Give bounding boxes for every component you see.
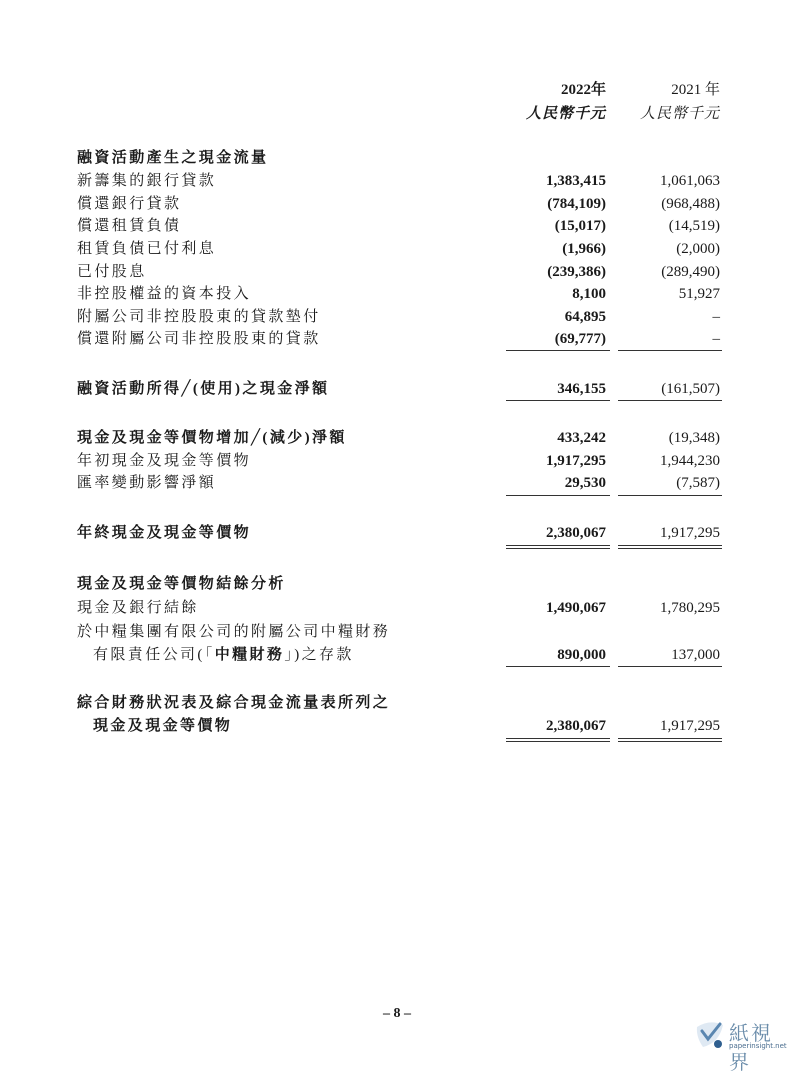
financing-row	[0, 283, 794, 305]
row-value-current: 1,917,295	[546, 453, 606, 469]
section-heading-financing	[0, 147, 794, 169]
total-label-line2: 現金及現金等價物	[93, 718, 233, 734]
page-number: – 8 –	[383, 1006, 411, 1021]
row-value-current: 29,530	[564, 475, 606, 491]
row-label: 租賃負債已付利息	[77, 241, 217, 257]
cash-row	[0, 450, 794, 472]
logo-name: 紙視界	[729, 1021, 773, 1074]
cash-rule-prior	[618, 495, 722, 496]
row-label: 非控股權益的資本投入	[77, 286, 252, 302]
row-value-current: (1,966)	[562, 241, 606, 257]
cash-bank-row	[0, 597, 794, 619]
row-value-prior: (19,348)	[668, 430, 720, 446]
total-double-rule-prior	[618, 738, 722, 742]
deposit-label-post: 」)之存款	[284, 647, 354, 663]
logo-icon	[693, 1017, 727, 1051]
cash-bank-label: 現金及銀行結餘	[77, 600, 199, 616]
total-row-line1	[0, 692, 794, 714]
net-rule-current	[506, 400, 610, 401]
total-prior: 1,917,295	[660, 718, 720, 734]
financing-row	[0, 193, 794, 215]
deposit-label-bold: 中糧財務	[214, 647, 285, 663]
row-value-current: 433,242	[557, 430, 606, 446]
deposit-label-line1: 於中糧集團有限公司的附屬公司中糧財務	[77, 624, 391, 640]
row-label: 附屬公司非控股股東的貸款墊付	[77, 309, 321, 325]
net-rule-prior	[618, 400, 722, 401]
deposit-current: 890,000	[557, 647, 606, 663]
cash-row	[0, 427, 794, 449]
row-label: 年初現金及現金等價物	[77, 453, 252, 469]
row-value-current: 64,895	[564, 309, 606, 325]
total-double-rule-current	[506, 738, 610, 742]
subtotal-rule-current	[506, 350, 610, 351]
row-value-prior: 1,944,230	[660, 453, 720, 469]
row-label: 現金及現金等價物增加╱(減少)淨額	[77, 430, 347, 446]
row-value-prior: (968,488)	[661, 196, 720, 212]
deposit-label-pre: 有限責任公司(「	[93, 647, 215, 663]
row-value-prior: (7,587)	[676, 475, 720, 491]
row-value-current: 8,100	[572, 286, 606, 302]
row-label: 償還銀行貸款	[77, 196, 182, 212]
deposit-rule-prior	[618, 666, 722, 667]
financing-net-label: 融資活動所得╱(使用)之現金淨額	[77, 381, 330, 397]
total-label-line1: 綜合財務狀況表及綜合現金流量表所列之	[77, 695, 391, 711]
row-value-current: 1,383,415	[546, 173, 606, 189]
cash-rule-current	[506, 495, 610, 496]
unit-current: 人民幣千元	[525, 106, 606, 122]
cash-end-label: 年終現金及現金等價物	[77, 525, 252, 541]
cash-end-prior: 1,917,295	[660, 525, 720, 541]
financing-row	[0, 238, 794, 260]
row-value-current: (784,109)	[547, 196, 606, 212]
row-value-prior: –	[712, 331, 720, 347]
total-row-line2	[0, 715, 794, 737]
row-label: 新籌集的銀行貸款	[77, 173, 217, 189]
row-value-prior: 1,061,063	[660, 173, 720, 189]
financing-row	[0, 261, 794, 283]
row-value-prior: –	[712, 309, 720, 325]
watermark-logo	[693, 1017, 793, 1074]
deposit-row-line2	[0, 644, 794, 666]
total-current: 2,380,067	[546, 718, 606, 734]
cash-bank-prior: 1,780,295	[660, 600, 720, 616]
row-value-current: (15,017)	[554, 218, 606, 234]
year-prior: 2021 年	[671, 82, 720, 98]
cash-bank-current: 1,490,067	[546, 600, 606, 616]
row-value-prior: (2,000)	[676, 241, 720, 257]
financing-net-row	[0, 378, 794, 400]
cash-end-double-rule-current	[506, 545, 610, 549]
row-value-prior: (14,519)	[668, 218, 720, 234]
row-value-prior: (289,490)	[661, 264, 720, 280]
row-value-current: (69,777)	[554, 331, 606, 347]
row-label: 償還租賃負債	[77, 218, 182, 234]
logo-url: paperinsight.net	[729, 1042, 787, 1050]
cash-end-current: 2,380,067	[546, 525, 606, 541]
cash-end-double-rule-prior	[618, 545, 722, 549]
deposit-prior: 137,000	[671, 647, 720, 663]
financing-net-prior: (161,507)	[661, 381, 720, 397]
deposit-label-line2	[93, 644, 354, 666]
deposit-rule-current	[506, 666, 610, 667]
financing-net-current: 346,155	[557, 381, 606, 397]
financing-heading: 融資活動產生之現金流量	[77, 150, 269, 166]
analysis-heading: 現金及現金等價物結餘分析	[77, 576, 286, 592]
financing-row	[0, 215, 794, 237]
financing-row	[0, 306, 794, 328]
row-label: 匯率變動影響淨額	[77, 475, 217, 491]
cash-row	[0, 472, 794, 494]
deposit-row-line1	[0, 621, 794, 643]
header-prior-year	[618, 81, 720, 123]
cash-end-row	[0, 522, 794, 544]
row-value-current: (239,386)	[547, 264, 606, 280]
year-current: 2022年	[560, 82, 606, 98]
row-label: 償還附屬公司非控股股東的貸款	[77, 331, 321, 347]
unit-prior: 人民幣千元	[639, 106, 720, 122]
financing-row	[0, 328, 794, 350]
analysis-heading-row	[0, 573, 794, 595]
row-label: 已付股息	[77, 264, 147, 280]
header-current-year	[506, 81, 606, 123]
financing-row	[0, 170, 794, 192]
subtotal-rule-prior	[618, 350, 722, 351]
row-value-prior: 51,927	[678, 286, 720, 302]
